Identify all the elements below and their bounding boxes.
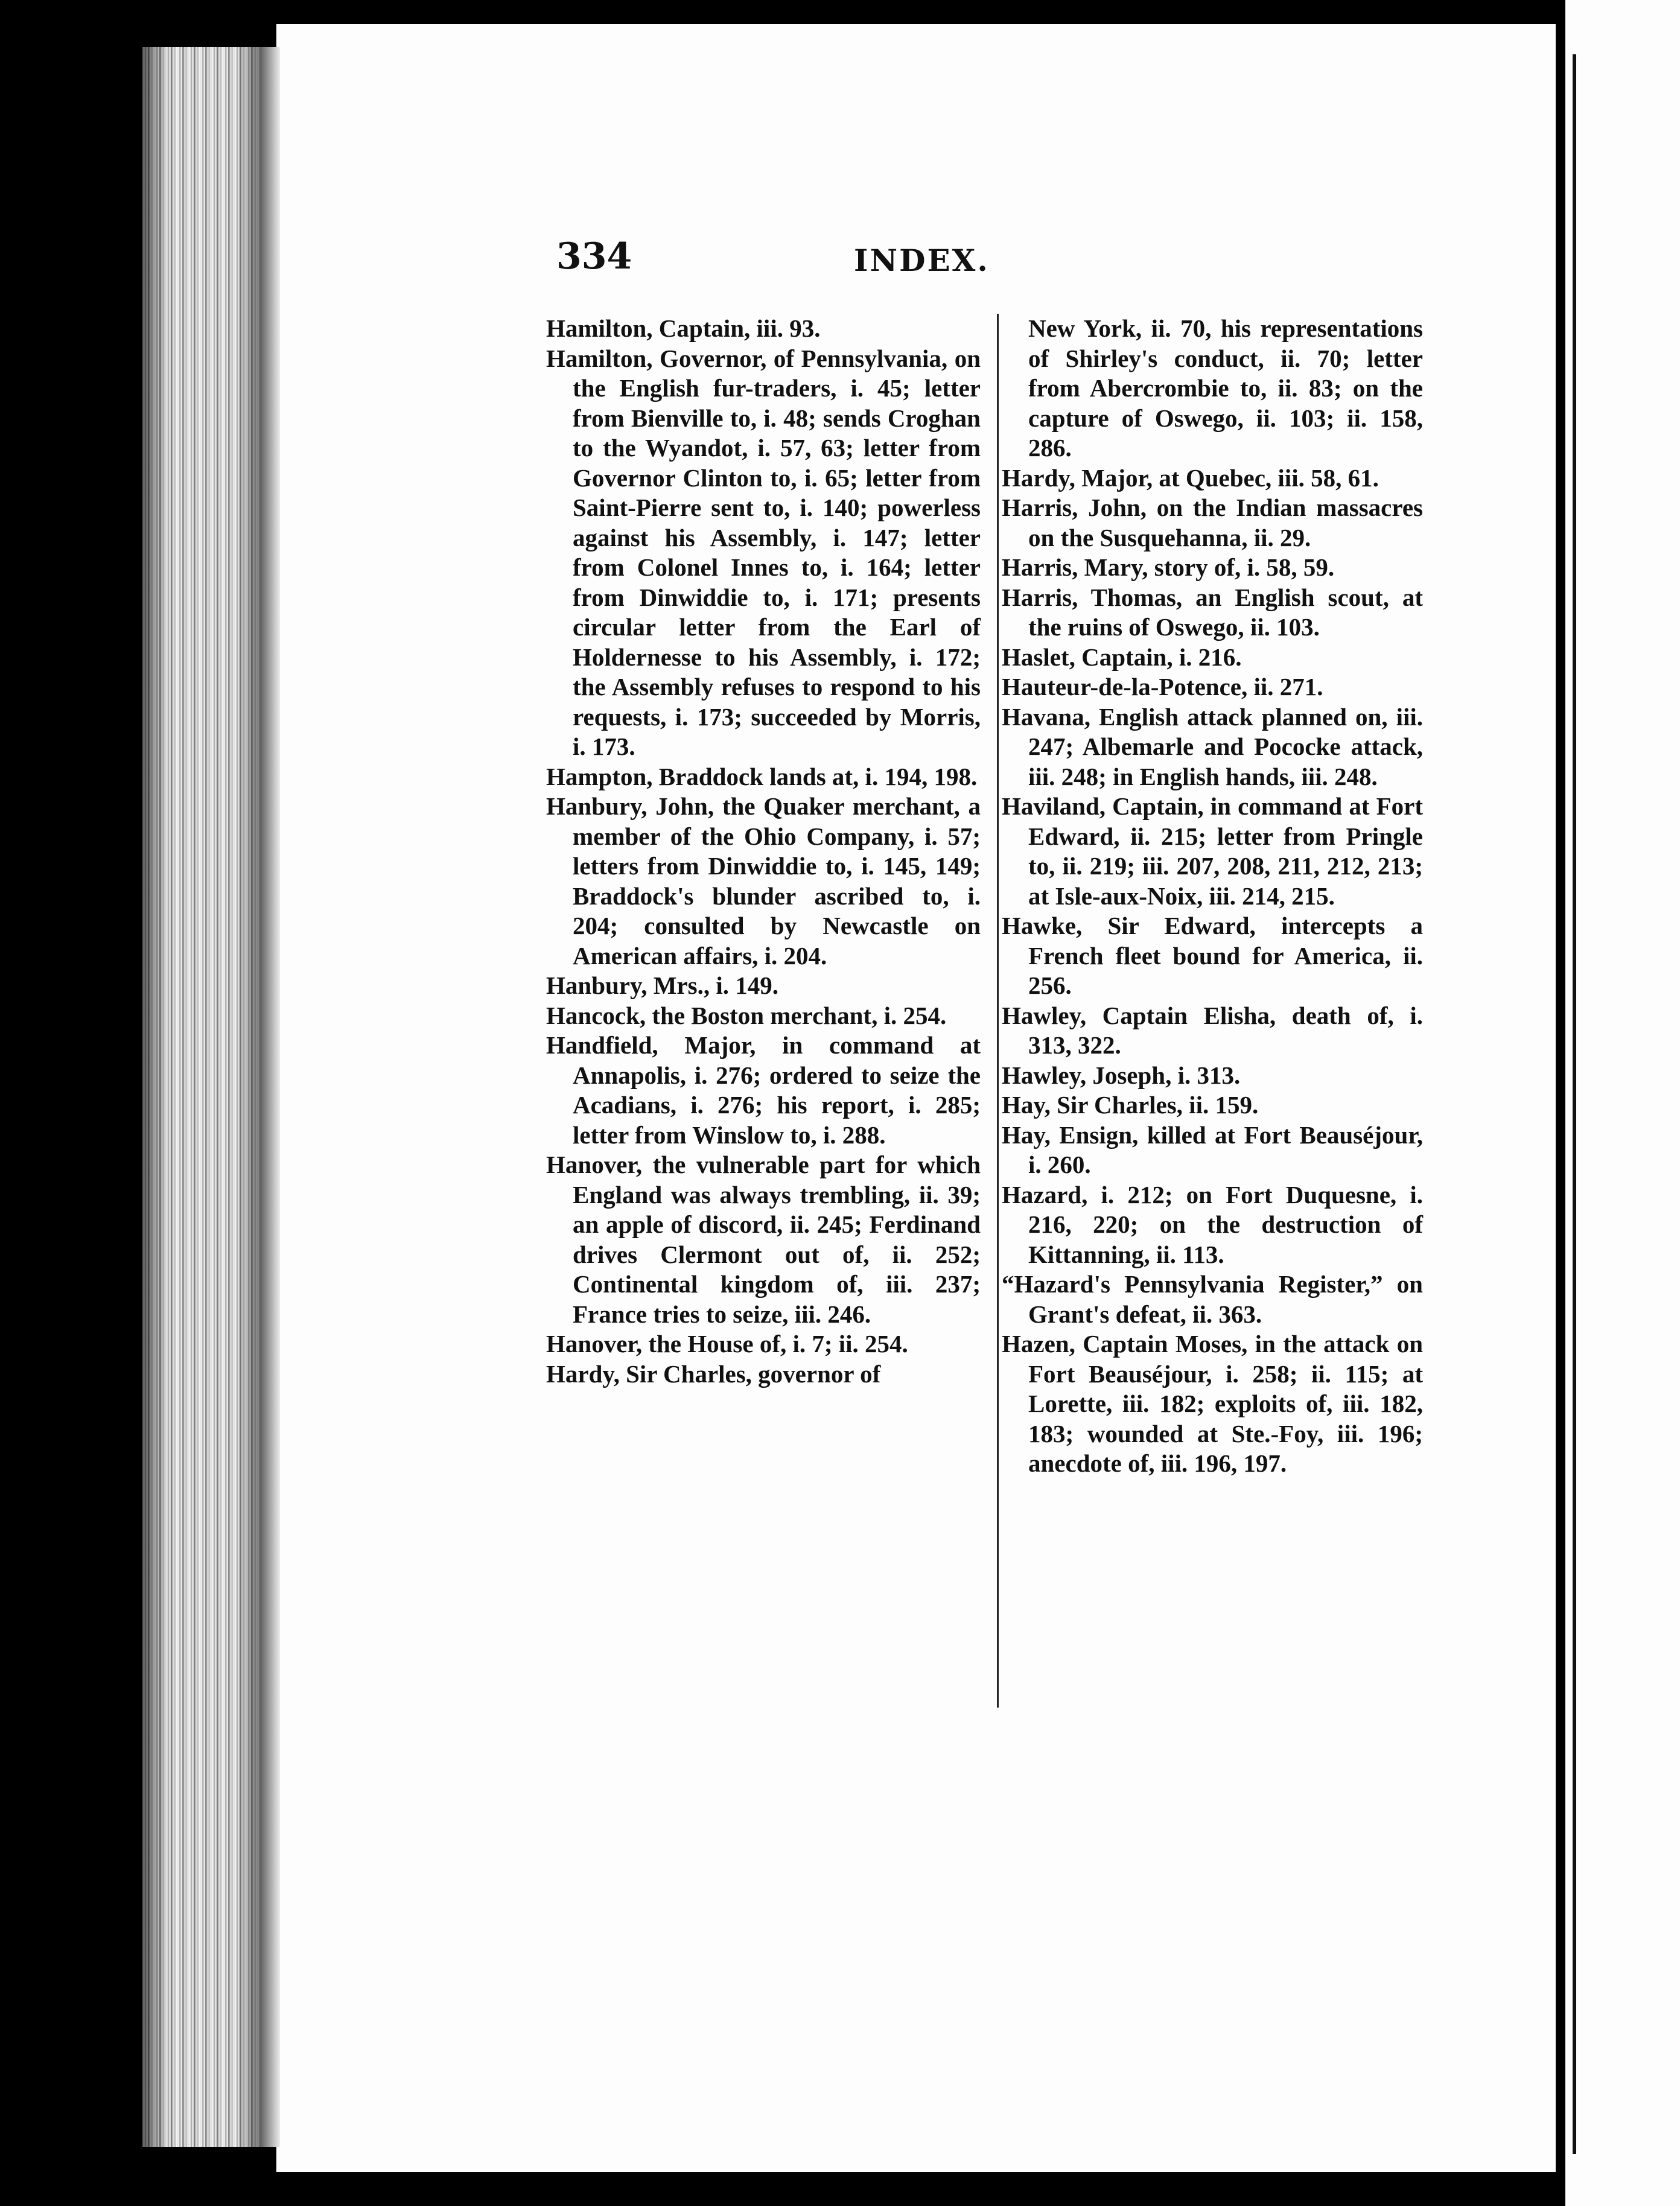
index-entry: Hawke, Sir Edward, intercepts a French fleet bound for America, ii. 256. (1002, 912, 1423, 999)
gutter-shadow (259, 47, 280, 2147)
index-entry: Hawley, Captain Elisha, death of, i. 313, 322. (1002, 1001, 1423, 1059)
index-column-right (1002, 314, 1423, 1479)
running-title: INDEX. (854, 243, 990, 278)
index-entry: “Hazard's Pennsylvania Register,” on Grant's defeat, ii. 363. (1002, 1270, 1423, 1328)
adjacent-page-edge (1573, 54, 1576, 2154)
index-entry: Hancock, the Boston merchant, i. 254. (546, 1001, 947, 1029)
index-entry: Haviland, Captain, in command at Fort Edward, ii. 215; letter from Pringle to, ii. 219; iii. 207, 208, 211, 212, 213; at Isle-aux-Noix, iii. 214, 215. (1002, 792, 1423, 910)
book-fore-edge (142, 47, 263, 2147)
adjacent-page (1565, 0, 1680, 2206)
index-entry: Hanbury, Mrs., i. 149. (546, 971, 778, 999)
index-entry: Hanbury, John, the Quaker merchant, a member of the Ohio Company, i. 57; letters from Dinwiddie to, i. 145, 149; Braddock's blunder ascribed to, i. 204; consulted by Newcastle on American affairs, i. 204. (546, 792, 981, 970)
index-entry: Hay, Sir Charles, ii. 159. (1002, 1091, 1259, 1119)
index-entry: Hamilton, Governor, of Pennsylvania, on the English fur-traders, i. 45; letter from Bienville to, i. 48; sends Croghan to the Wyandot, i. 57, 63; letter from Governor Clinton to, i. 65; letter from Saint-Pierre sent to, i. 140; powerless against his Assembly, i. 147; letter from Colonel Innes to, i. 164; letter from Dinwiddie to, i. 171; presents circular letter from the Earl of Holdernesse to his Assembly, i. 172; the Assembly refuses to respond to his requests, i. 173; succeeded by Morris, i. 173. (546, 344, 981, 760)
index-entry: Hazen, Captain Moses, in the attack on Fort Beauséjour, i. 258; ii. 115; at Lorette, iii. 182; exploits of, iii. 182, 183; wounded at Ste.-Foy, iii. 196; anecdote of, iii. 196, 197. (1002, 1330, 1423, 1477)
index-entry: Harris, Thomas, an English scout, at the ruins of Oswego, ii. 103. (1002, 583, 1423, 641)
index-entry: Hanover, the House of, i. 7; ii. 254. (546, 1330, 908, 1358)
index-entry: Havana, English attack planned on, iii. 247; Albemarle and Pococke attack, iii. 248; in English hands, iii. 248. (1002, 702, 1423, 790)
index-entry: Hawley, Joseph, i. 313. (1002, 1061, 1241, 1089)
index-entry: Hamilton, Captain, iii. 93. (546, 314, 821, 342)
index-column-left (546, 314, 981, 1389)
index-entry: Hay, Ensign, killed at Fort Beauséjour, i. 260. (1002, 1120, 1423, 1178)
index-entry-continued: New York, ii. 70, his representations of Shirley's conduct, ii. 70; letter from Abercrombie to, ii. 83; on the capture of Oswego, ii. 103; ii. 158, 286. (1028, 314, 1423, 462)
index-entry: Hampton, Braddock lands at, i. 194, 198. (546, 762, 978, 790)
index-entry: Hauteur-de-la-Potence, ii. 271. (1002, 673, 1323, 701)
index-entry: Hardy, Major, at Quebec, iii. 58, 61. (1002, 463, 1379, 492)
column-divider (997, 314, 999, 1708)
index-entry: Haslet, Captain, i. 216. (1002, 643, 1242, 671)
page-number: 334 (556, 235, 632, 278)
index-entry: Hazard, i. 212; on Fort Duquesne, i. 216, 220; on the destruction of Kittanning, ii. 113. (1002, 1180, 1423, 1268)
index-entry: Harris, Mary, story of, i. 58, 59. (1002, 553, 1335, 581)
index-entry: Harris, John, on the Indian massacres on the Susquehanna, ii. 29. (1002, 494, 1423, 552)
index-entry: Hardy, Sir Charles, governor of (546, 1359, 881, 1388)
index-entry: Hanover, the vulnerable part for which England was always trembling, ii. 39; an apple of discord, ii. 245; Ferdinand drives Clermont out of, ii. 252; Continental kingdom of, iii. 237; France tries to seize, iii. 246. (546, 1151, 981, 1328)
index-entry: Handfield, Major, in command at Annapolis, i. 276; ordered to seize the Acadians, i. 276; his report, i. 285; letter from Winslow to, i. 288. (546, 1031, 981, 1149)
